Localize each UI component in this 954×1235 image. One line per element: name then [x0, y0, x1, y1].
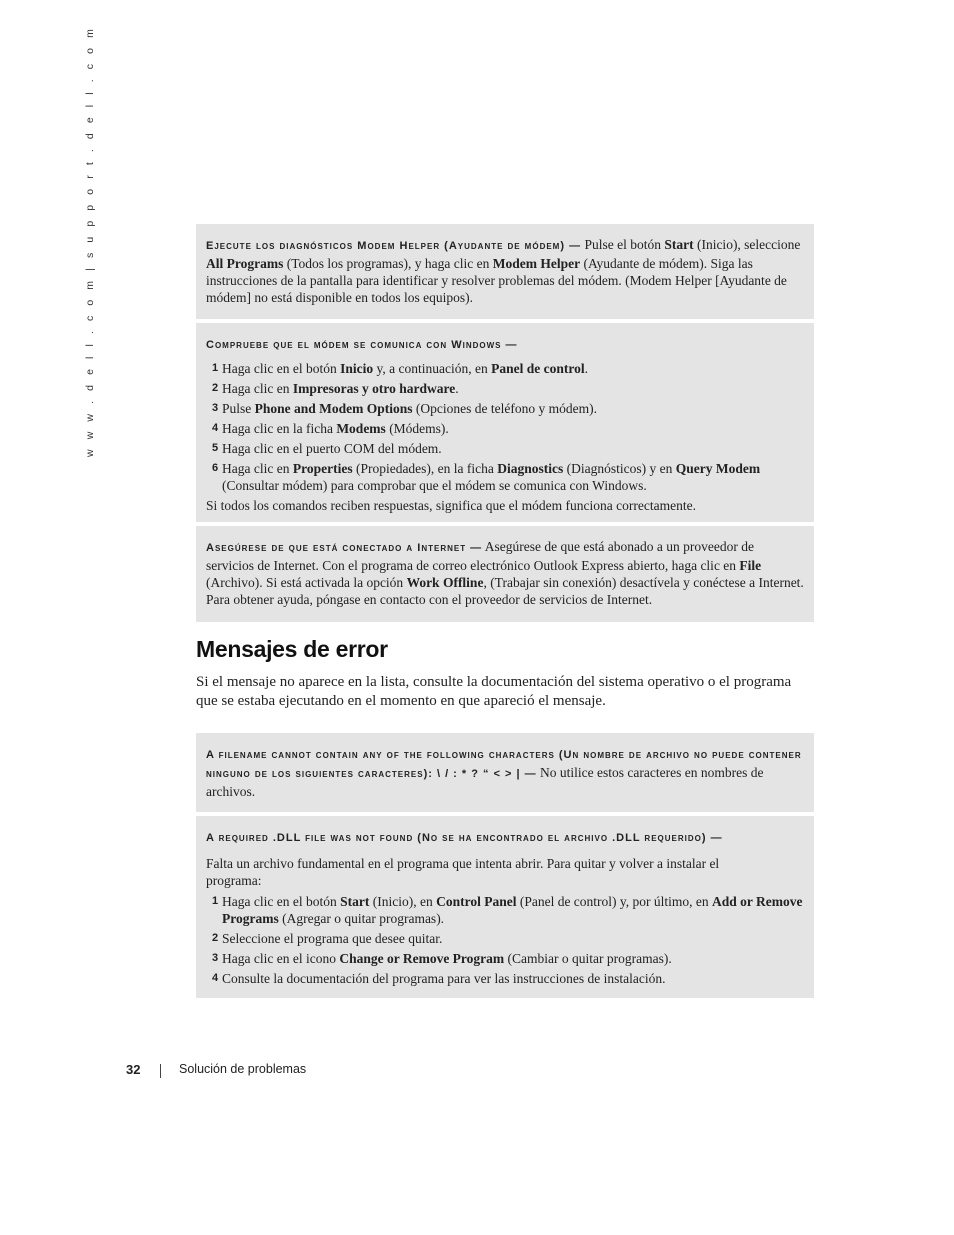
- list-item: 4 Haga clic en la ficha Modems (Módems).: [212, 421, 449, 436]
- filename-error-box: [196, 733, 814, 812]
- dll-intro: Falta un archivo fundamental en el programa que intenta abrir. Para quitar y volver a instalar el programa:: [206, 856, 720, 888]
- list-item: 2 Haga clic en Impresoras y otro hardware.: [212, 381, 459, 396]
- filename-error-paragraph: A filename cannot contain any of the following characters (Un nombre de archivo no puede contener ninguno de los siguientes caracteres): \ / : * ? “ < > | — No utilice estos caracteres en nombres de archivos.: [206, 749, 802, 799]
- intro-paragraph: Si el mensaje no aparece en la lista, consulte la documentación del sistema operativo o el programa que se estaba ejecutando en el momento en que apareció el mensaje.: [196, 674, 792, 709]
- internet-box: [196, 526, 814, 622]
- box-heading: Asegúrese de que está conectado a Internet —: [206, 542, 483, 554]
- list-item: 2 Seleccione el programa que desee quitar.: [212, 931, 443, 946]
- footer-section: Solución de problemas: [179, 1062, 307, 1076]
- footer-divider: [160, 1064, 161, 1078]
- dll-error-box: [196, 816, 814, 998]
- list-item: 5 Haga clic en el puerto COM del módem.: [212, 441, 442, 456]
- list-item: 4 Consulte la documentación del programa para ver las instrucciones de instalación.: [212, 971, 666, 986]
- list-item: 1 Haga clic en el botón Start (Inicio), en Control Panel (Panel de control) y, por último, en Add or Remove Programs (Agregar o quitar programas).: [212, 894, 803, 926]
- list-item: 6 Haga clic en Properties (Propiedades), en la ficha Diagnostics (Diagnósticos) y en Query Modem (Consultar módem) para comprobar que el módem se comunica con Windows.: [212, 461, 761, 493]
- page-number: 32: [126, 1062, 141, 1077]
- list-item: 3 Haga clic en el icono Change or Remove Program (Cambiar o quitar programas).: [212, 951, 672, 966]
- note-text: Si todos los comandos reciben respuestas, significa que el módem funciona correctamente.: [206, 498, 696, 513]
- modem-helper-paragraph: Ejecute los diagnósticos Modem Helper (Ayudante de módem) — Pulse el botón Start (Inicio), seleccione All Programs (Todos los programas), y haga clic en Modem Helper (Ayudante de módem). Siga las instrucciones de la pantalla para identificar y resolver problemas del módem. (Modem Helper [Ayudante de módem] no está disponible en todos los equipos).: [206, 237, 801, 305]
- box-heading: A filename cannot contain any of the following characters (Un nombre de archivo no puede contener ninguno de los siguientes caracteres): \ / : * ? “ < > | —: [206, 749, 802, 780]
- modem-windows-box: [196, 323, 814, 522]
- box-heading: Ejecute los diagnósticos Modem Helper (Ayudante de módem) —: [206, 240, 582, 252]
- sidebar-url: w w w . d e l l . c o m | s u p p o r t . d e l l . c o m: [84, 25, 96, 457]
- internet-paragraph: Asegúrese de que está conectado a Internet — Asegúrese de que está abonado a un proveedor de servicios de Internet. Con el programa de correo electrónico Outlook Express abierto, haga clic en File (Archivo). Si está activada la opción Work Offline, (Trabajar sin conexión) desactívela y conéctese a Internet. Para obtener ayuda, póngase en contacto con el proveedor de servicios de Internet.: [206, 539, 804, 607]
- steps-list: [206, 893, 804, 987]
- list-item: 3 Pulse Phone and Modem Options (Opciones de teléfono y módem).: [212, 401, 597, 416]
- modem-helper-box: [196, 224, 814, 319]
- steps-list: [206, 360, 804, 494]
- box-heading: A required .DLL file was not found (No se ha encontrado el archivo .DLL requerido) —: [206, 832, 723, 844]
- box-heading: Compruebe que el módem se comunica con Windows —: [206, 339, 518, 351]
- list-item: 1 Haga clic en el botón Inicio y, a continuación, en Panel de control.: [212, 361, 588, 376]
- section-title: Mensajes de error: [196, 636, 388, 662]
